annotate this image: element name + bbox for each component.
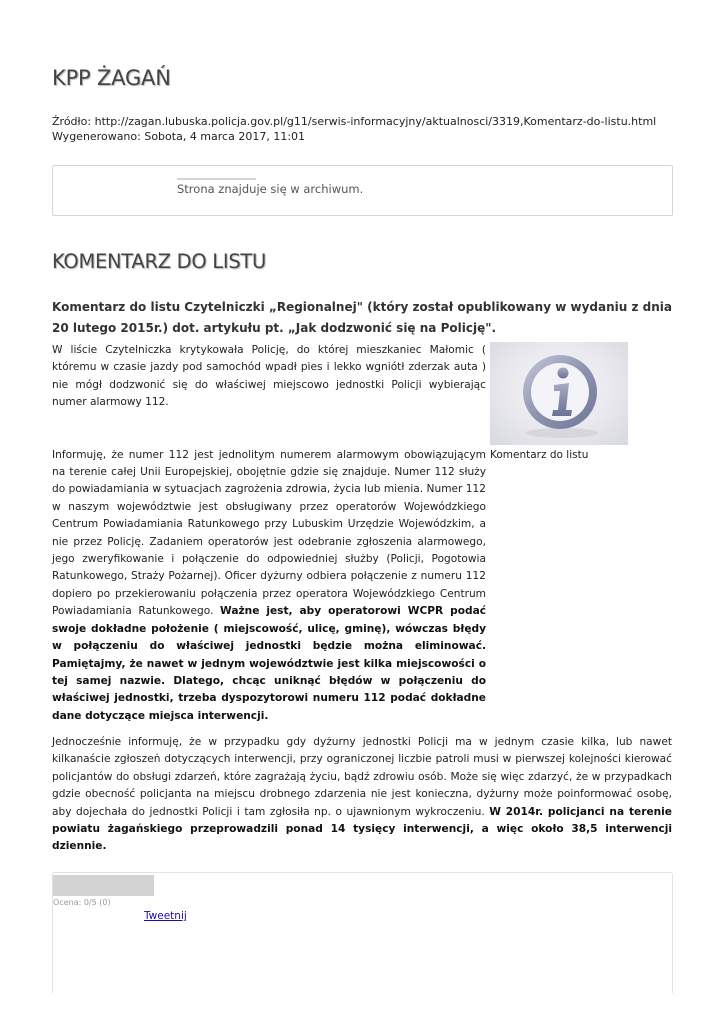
paragraph-3 (52, 734, 672, 856)
rating-stars-bar[interactable] (53, 875, 154, 896)
source-url: http://zagan.lubuska.policja.gov.pl/g11/serwis-informacyjny/aktualnosci/3319,Komentarz-do-listu.html (94, 115, 657, 128)
paragraph-1: W liście Czytelniczka krytykowała Policję, do której mieszkaniec Małomic ( któremu w czasie jazdy pod samochód wpadł pies i lekko wgniótł zderzak auta ) nie mógł dodzwonić się do właściwej miejscowo jednostki Policji wybierając numer alarmowy 112. (52, 344, 486, 409)
source-label: Źródło: (52, 115, 92, 128)
site-title: KPP ŻAGAŃ (52, 66, 171, 90)
paragraph-3-text: Jednocześnie informuję, że w przypadku gdy dyżurny jednostki Policji ma w jednym czasie kilka, lub nawet kilkanaście zgłoszeń dotyczących interwencji, przy ograniczonej liczbie patroli musi w pierwszej kolejności kierować policjantów do obsługi zdarzeń, które zagrażają życiu, bądź zdrowiu osób. Może się więc zdarzyć, że w przypadkach gdzie obecność policjanta na miejscu drobnego zdarzenia nie jest konieczna, dyżurny może poinformować osobę, aby dojechała do jednostki Policji i tam zgłosiła np. o ujawnionym wykroczeniu. (52, 736, 672, 818)
article-figure (490, 342, 628, 461)
paragraph-2-emphasis: Ważne jest, aby operatorowi WCPR podać swoje dokładne położenie ( miejscowość, ulicę, gminę), wówczas błędy w połączeniu do właściwej jednostki będzie można eliminować. Pamiętajmy, że nawet w jednym województwie jest kilka miejscowości o tej samej nazwie. Dlatego, chcąc uniknąć błędów w połączeniu do właściwej jednostki, trzeba dyspozytorowi numeru 112 podać dokładne dane dotyczące miejsca interwencji. (52, 605, 486, 722)
rating-box (52, 872, 673, 993)
generated-line (52, 129, 656, 144)
article-title: KOMENTARZ DO LISTU (52, 250, 266, 273)
tweet-link[interactable]: Tweetnij (144, 910, 187, 922)
info-icon (490, 342, 628, 445)
generated-label: Wygenerowano: (52, 130, 141, 143)
article-lead: Komentarz do listu Czytelniczki „Regionalnej" (który został opublikowany w wydaniu z dnia 20 lutego 2015r.) dot. artykułu pt. „Jak dodzwonić się na Policję". (52, 300, 672, 335)
archive-notice: Strona znajduje się w archiwum. (177, 182, 364, 196)
generated-value: Sobota, 4 marca 2017, 11:01 (144, 130, 306, 143)
archive-divider (177, 178, 256, 180)
archive-notice-box (52, 165, 673, 216)
paragraph-2 (52, 447, 486, 726)
figure-caption: Komentarz do listu (490, 449, 589, 461)
paragraph-3-emphasis: W 2014r. policjanci na terenie powiatu żagańskiego przeprowadzili ponad 14 tysięcy interwencji, a więc około 38,5 interwencji dziennie. (52, 805, 672, 853)
article-body-full (52, 734, 672, 856)
page-meta (52, 114, 656, 144)
article-body-column (52, 342, 486, 725)
source-line (52, 114, 656, 129)
rating-text: Ocena: 0/5 (0) (53, 898, 111, 907)
paragraph-2-text: Informuję, że numer 112 jest jednolitym numerem alarmowym obowiązującym na terenie całej Unii Europejskiej, obojętnie gdzie się znajduje. Numer 112 służy do powiadamiania w sytuacjach zagrożenia zdrowia, życia lub mienia. Numer 112 w naszym województwie jest obsługiwany przez operatorów Wojewódzkiego Centrum Powiadamiania Ratunkowego przy Lubuskim Urzędzie Wojewódzkim, a nie przez Policję. Zadaniem operatorów jest odebranie zgłoszenia alarmowego, jego zweryfikowanie i połączenie do odpowiedniej służby (Policji, Pogotowia Ratunkowego, Straży Pożarnej). Oficer dyżurny odbiera połączenie z numeru 112 dopiero po przekierowaniu połączenia przez operatora Wojewódzkiego Centrum Powiadamiania Ratunkowego. (52, 448, 486, 618)
